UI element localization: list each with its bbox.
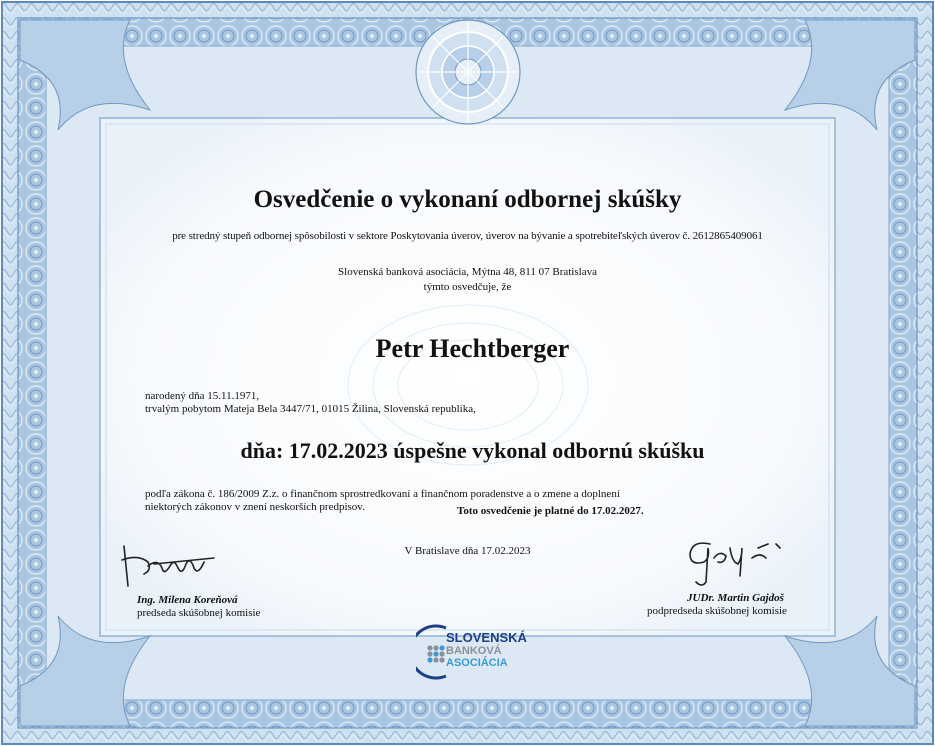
exam-result: dňa: 17.02.2023 úspešne vykonal odbornú skúšku — [240, 438, 705, 463]
right-signature-icon — [680, 534, 800, 588]
left-signatory-name: Ing. Milena Koreňová — [137, 594, 238, 606]
validity-line: Toto osvedčenie je platné do 17.02.2027. — [457, 505, 644, 517]
birth-line: narodený dňa 15.11.1971, — [145, 390, 260, 402]
logo-line-2: BANKOVÁ — [446, 645, 502, 657]
sba-logo — [416, 624, 526, 680]
law-line-2: niektorých zákonov v znení neskorších predpisov. — [145, 501, 365, 513]
right-signatory-name: JUDr. Martin Gajdoš — [687, 592, 784, 604]
top-rosette — [416, 20, 520, 124]
left-signatory-role: predseda skúšobnej komisie — [137, 607, 261, 619]
certificate-subtitle: pre stredný stupeň odbornej spôsobilosti v sektore Poskytovania úverov, úverov na bývanie a spotrebiteľských úverov č. 2612865409061 — [172, 230, 763, 242]
holder-name: Petr Hechtberger — [375, 334, 570, 363]
certificate-title: Osvedčenie o vykonaní odbornej skúšky — [253, 186, 682, 213]
place-date: V Bratislave dňa 17.02.2023 — [404, 545, 531, 557]
certifies-line: týmto osvedčuje, že — [423, 281, 512, 293]
left-signature-icon — [118, 540, 218, 592]
address-line: trvalým pobytom Mateja Bela 3447/71, 01015 Žilina, Slovenská republika, — [145, 403, 476, 415]
logo-line-1: SLOVENSKÁ — [446, 630, 527, 645]
logo-line-3: ASOCIÁCIA — [446, 657, 508, 669]
law-line-1: podľa zákona č. 186/2009 Z.z. o finančnom sprostredkovaní a finančnom poradenstve a o zmene a doplnení — [145, 488, 620, 500]
right-signatory-role: podpredseda skúšobnej komisie — [647, 605, 787, 617]
issuer-line: Slovenská banková asociácia, Mýtna 48, 811 07 Bratislava — [338, 266, 597, 278]
